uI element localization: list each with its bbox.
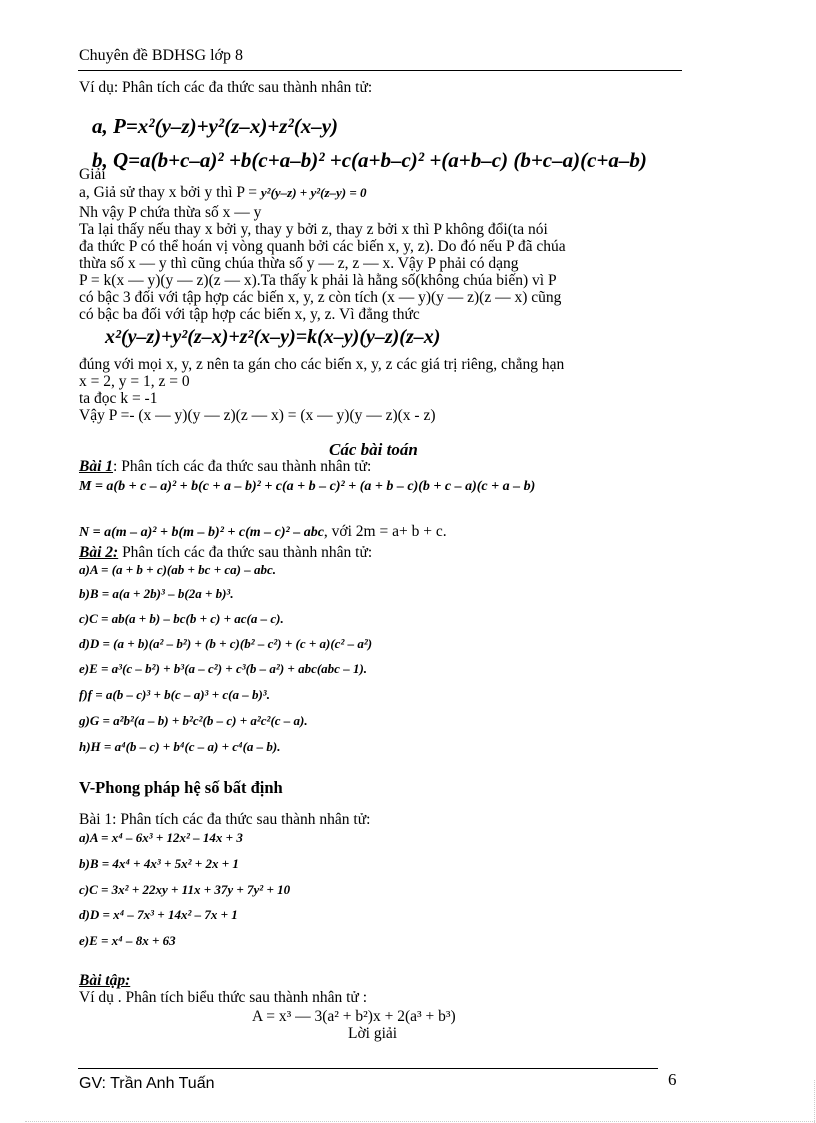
bai1-label: Bài 1 — [79, 458, 114, 475]
section5-item: d)D = x⁴ – 7x³ + 14x² – 7x + 1 — [79, 907, 238, 922]
loigiai-label: Lời giải — [348, 1025, 398, 1042]
para1-line: có bậc ba đối với tập hợp các biến x, y, z. Vì đẳng thức — [79, 306, 420, 323]
bai2-item: d)D = (a + b)(a² – b²) + (b + c)(b² – c²) + (c + a)(c² – a²) — [79, 636, 373, 651]
baitap-label: Bài tập: — [79, 972, 131, 989]
page-number: 6 — [668, 1070, 677, 1089]
para2-line: đúng với mọi x, y, z nên ta gán cho các biến x, y, z các giá trị riêng, chẳng hạn — [79, 356, 565, 373]
baitap-formula: A = x³ — 3(a² + b²)x + 2(a³ + b³) — [252, 1008, 456, 1025]
para2-line: ta đọc k = -1 — [79, 390, 158, 407]
footer-author: GV: Trần Anh Tuấn — [79, 1075, 215, 1092]
solution-line-1-formula: y²(y–z) + y²(z–y) = 0 — [260, 185, 367, 200]
bai2-label: Bài 2: — [79, 544, 119, 561]
formula-a: a, P=x²(y–z)+y²(z–x)+z²(x–y) — [92, 114, 339, 138]
bai2-item: c)C = ab(a + b) – bc(b + c) + ac(a – c). — [79, 611, 284, 626]
para1-line: đa thức P có thể hoán vị vòng quanh bởi các biến x, y, z). Do đó nếu P đã chúa — [79, 238, 566, 255]
bai2-item: b)B = a(a + 2b)³ – b(2a + b)³. — [79, 586, 234, 601]
bai2-item: f)f = a(b – c)³ + b(c – a)³ + c(a – b)³. — [79, 687, 270, 702]
problems-heading: Các bài toán — [329, 440, 418, 459]
giai-label: Giải — [79, 166, 106, 183]
para1-line: P = k(x — y)(y — z)(z — x).Ta thấy k phải là hằng số(không chúa biến) vì P — [79, 272, 557, 289]
page-edge-dotted — [25, 1121, 815, 1122]
bai2-item: a)A = (a + b + c)(ab + bc + ca) – abc. — [79, 562, 276, 577]
header-rule — [78, 70, 682, 71]
baitap-text: Ví dụ . Phân tích biểu thức sau thành nhân tử : — [79, 989, 368, 1006]
page-edge-dotted-vertical — [814, 1080, 815, 1123]
bai2-title — [79, 545, 372, 561]
example-intro: Ví dụ: Phân tích các đa thức sau thành nhân tử: — [79, 79, 373, 96]
para2-line: x = 2, y = 1, z = 0 — [79, 373, 190, 390]
section5-item: c)C = 3x² + 22xy + 11x + 37y + 7y² + 10 — [79, 882, 291, 897]
section5-item: e)E = x⁴ – 8x + 63 — [79, 933, 176, 948]
footer-rule — [78, 1068, 658, 1069]
solution-line-2: Nh vậy P chứa thừa số x — y — [79, 204, 262, 221]
para1-line: thừa số x — y thì cũng chúa thừa số y — z, z — x. Vậy P phải có dạng — [79, 255, 519, 272]
page-header-title: Chuyên đề BDHSG lớp 8 — [79, 47, 244, 64]
para1-line: Ta lại thấy nếu thay x bởi y, thay y bởi z, thay z bởi x thì P không đổi(ta nói — [79, 221, 548, 238]
section5-bai1: Bài 1: Phân tích các đa thức sau thành nhân tử: — [79, 811, 371, 828]
section5-item: b)B = 4x⁴ + 4x³ + 5x² + 2x + 1 — [79, 856, 239, 871]
solution-line-1-text: a, Giả sử thay x bởi y thì P = — [79, 184, 261, 201]
bai1-text: : Phân tích các đa thức sau thành nhân tử: — [113, 458, 372, 475]
solution-line-1 — [79, 185, 367, 201]
formula-b: b, Q=a(b+c–a)² +b(c+a–b)² +c(a+b–c)² +(a+b–c) (b+c–a)(c+a–b) — [92, 148, 647, 172]
bai1-formula-n-line — [79, 524, 447, 541]
bai1-formula-m: M = a(b + c – a)² + b(c + a – b)² + c(a + b – c)² + (a + b – c)(b + c – a)(c + a – b) — [79, 479, 536, 494]
bai2-item: e)E = a³(c – b²) + b³(a – c²) + c³(b – a²) + abc(abc – 1). — [79, 661, 368, 676]
section5-heading: V-Phong pháp hệ số bất định — [79, 778, 283, 797]
bai1-title — [79, 459, 371, 475]
bai1-formula-n-note: , với 2m = a+ b + c. — [323, 523, 447, 540]
para1-line: có bậc 3 đối với tập hợp các biến x, y, z còn tích (x — y)(y — z)(z — x) cũng — [79, 289, 562, 306]
bai2-item: g)G = a²b²(a – b) + b²c²(b – c) + a²c²(c – a). — [79, 713, 308, 728]
bai1-formula-n: N = a(m – a)² + b(m – b)² + c(m – c)² – abc — [79, 525, 324, 540]
section5-item: a)A = x⁴ – 6x³ + 12x² – 14x + 3 — [79, 830, 243, 845]
para2-line: Vậy P =- (x — y)(y — z)(z — x) = (x — y)(y — z)(x - z) — [79, 407, 436, 424]
bai2-text: Phân tích các đa thức sau thành nhân tử: — [118, 544, 373, 561]
identity-formula: x²(y–z)+y²(z–x)+z²(x–y)=k(x–y)(y–z)(z–x) — [105, 326, 441, 348]
bai2-item: h)H = a⁴(b – c) + b⁴(c – a) + c⁴(a – b). — [79, 739, 281, 754]
